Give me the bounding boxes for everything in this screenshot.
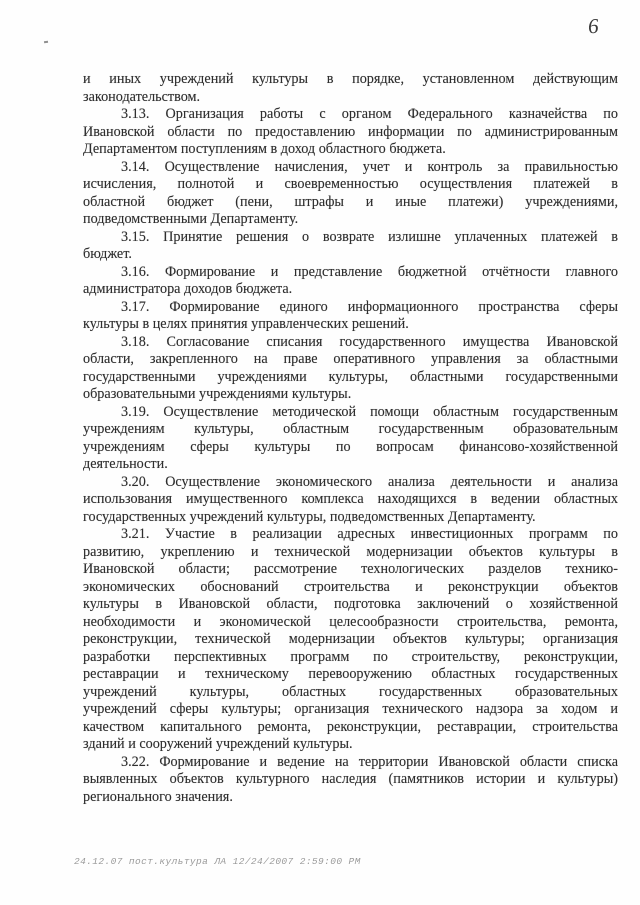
paragraph <box>83 754 618 807</box>
text-line: администратора доходов бюджета. <box>83 281 293 297</box>
text-line: 3.22. Формирование и ведение на территории Ивановской области списка <box>121 753 618 770</box>
scan-artifact-mark <box>44 41 48 43</box>
text-line: культуры в целях принятия управленческих решений. <box>83 316 409 332</box>
paragraph <box>83 71 618 106</box>
paragraph <box>83 159 618 229</box>
text-line: 3.16. Формирование и представление бюджетной отчётности главного <box>121 263 618 280</box>
text-line: культуры в Ивановской области, подготовка заключений о хозяйственной <box>83 596 618 612</box>
paragraph <box>83 264 618 299</box>
paragraph <box>83 526 618 754</box>
paragraph <box>83 474 618 527</box>
text-line: подведомственными Департаменту. <box>83 211 299 227</box>
text-line: зданий и сооружений учреждений культуры. <box>83 736 353 752</box>
text-line: 3.15. Принятие решения о возврате излишне уплаченных платежей в <box>121 228 618 245</box>
text-line: Департаментом поступлениям в доход областного бюджета. <box>83 141 446 157</box>
paragraph <box>83 229 618 264</box>
page-number: 6 <box>587 13 601 39</box>
text-line: 3.17. Формирование единого информационного пространства сферы <box>121 298 618 315</box>
text-line: развитию, укреплению и технической модернизации объектов культуры в <box>83 543 618 560</box>
text-line: 3.21. Участие в реализации адресных инвестиционных программ по <box>121 526 618 542</box>
text-line: учреждений культуры, областных государственных образовательных <box>83 683 618 700</box>
text-line: разработки перспективных программ по строительству, реконструкции, <box>83 648 618 665</box>
text-line: деятельности. <box>83 456 168 472</box>
text-line: 3.14. Осуществление начисления, учет и контроль за правильностью <box>121 158 618 175</box>
text-line: государственными учреждениями культуры, областными государственными <box>83 368 618 385</box>
text-line: государственных учреждений культуры, подведомственных Департаменту. <box>83 508 536 525</box>
paragraph <box>83 299 618 334</box>
text-line: 3.19. Осуществление методической помощи областным государственным <box>121 403 618 420</box>
text-line: 3.20. Осуществление экономического анализа деятельности и анализа <box>121 473 618 490</box>
text-line: и иных учреждений культуры в порядке, установленном действующим <box>83 71 618 87</box>
text-line: областной бюджет (пени, штрафы и иные платежи) учреждениями, <box>83 193 618 210</box>
text-line: учреждениям культуры, областным государственным образовательным <box>83 421 618 437</box>
text-line: использования имущественного комплекса находящихся в ведении областных <box>83 491 618 507</box>
paragraph <box>83 404 618 474</box>
paragraph <box>83 106 618 159</box>
text-line: Ивановской области; рассмотрение технологических разделов технико- <box>83 561 618 577</box>
text-line: 3.13. Организация работы с органом Федерального казначейства по <box>121 106 618 122</box>
text-line: учреждениям сферы культуры по вопросам финансово-хозяйственной <box>83 438 618 455</box>
document-body <box>83 71 618 806</box>
paragraph <box>83 334 618 404</box>
footer-timestamp: 24.12.07 пост.культура ЛА 12/24/2007 2:59:00 PM <box>74 856 361 867</box>
text-line: экономических обоснований строительства и реконструкции объектов <box>83 578 618 595</box>
text-line: реконструкции, технической модернизации объектов культуры; организация <box>83 631 618 647</box>
text-line: реставрации и техническому перевооружению областных государственных <box>83 666 618 682</box>
text-line: образовательными учреждениями культуры. <box>83 386 352 402</box>
text-line: регионального значения. <box>83 788 233 805</box>
text-line: выявленных объектов культурного наследия (памятников истории и культуры) <box>83 771 618 787</box>
text-line: 3.18. Согласование списания государственного имущества Ивановской <box>121 333 618 350</box>
text-line: законодательством. <box>83 88 201 105</box>
text-line: необходимости и экономической целесообразности строительства, ремонта, <box>83 613 618 630</box>
text-line: качеством капитального ремонта, реконструкции, реставрации, строительства <box>83 718 618 735</box>
text-line: исчисления, полнотой и своевременностью осуществления платежей в <box>83 176 618 192</box>
text-line: бюджет. <box>83 246 132 262</box>
text-line: области, закрепленного на праве оперативного управления за областными <box>83 351 618 367</box>
text-line: учреждений сферы культуры; организация технического надзора за ходом и <box>83 701 618 717</box>
text-line: Ивановской области по предоставлению информации по администрированным <box>83 123 618 140</box>
